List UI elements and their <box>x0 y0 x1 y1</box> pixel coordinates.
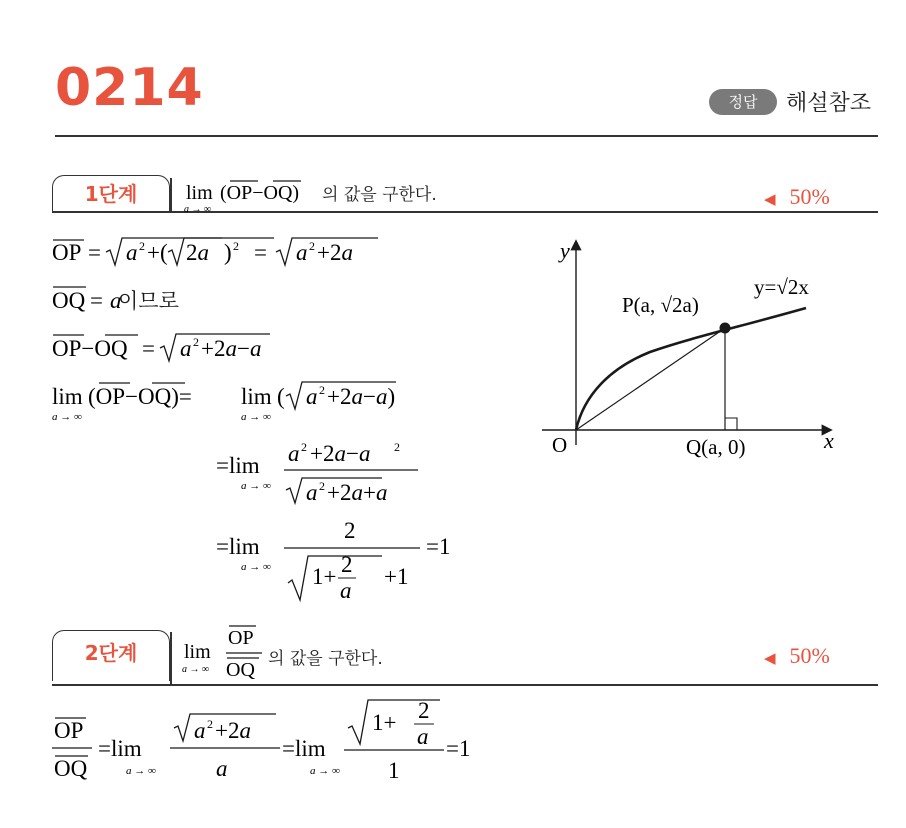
solution-line-1 <box>52 238 378 265</box>
svg-text:a → ∞: a → ∞ <box>241 561 271 573</box>
segment-op <box>576 328 725 430</box>
step2-separator <box>170 632 172 684</box>
solution-line-4 <box>52 382 396 423</box>
svg-text:OP: OP <box>228 627 254 649</box>
svg-text:+2a: +2a <box>215 718 251 743</box>
svg-text:lim: lim <box>241 384 272 409</box>
svg-text:1+: 1+ <box>372 710 397 735</box>
step1-separator <box>170 178 172 212</box>
svg-text:a: a <box>417 724 429 749</box>
svg-text:a: a <box>306 384 318 409</box>
svg-text:OP: OP <box>52 240 82 265</box>
svg-text:=: = <box>254 240 267 265</box>
lim-text: lim <box>186 182 213 204</box>
step2-tab: 2단계 <box>52 630 170 681</box>
header-divider <box>55 135 878 137</box>
y-axis-label: y <box>560 238 570 263</box>
svg-text:OP−OQ: OP−OQ <box>52 336 128 361</box>
svg-text:a: a <box>288 441 300 466</box>
step2-percent: 50% <box>789 643 830 668</box>
svg-text:1: 1 <box>388 758 400 783</box>
svg-text:2: 2 <box>341 552 353 577</box>
step1-desc: 의 값을 구한다. <box>322 185 437 205</box>
origin-label: O <box>552 433 568 457</box>
svg-text:+2a−a): +2a−a) <box>327 384 396 409</box>
step2-solution <box>48 692 508 802</box>
svg-text:=lim: =lim <box>282 736 326 761</box>
right-angle-mark <box>725 418 737 430</box>
svg-text:2: 2 <box>319 479 325 493</box>
svg-text:1+: 1+ <box>312 564 337 589</box>
svg-text:=: = <box>142 336 155 361</box>
svg-text:2: 2 <box>418 698 430 723</box>
point-p-label: P(a, √2a) <box>622 293 699 317</box>
point-q-label: Q(a, 0) <box>686 435 746 459</box>
svg-text:+(: +( <box>147 240 168 265</box>
step2-underline <box>52 684 878 686</box>
svg-text:2: 2 <box>207 717 213 731</box>
svg-text:a: a <box>296 240 308 265</box>
svg-text:2: 2 <box>309 239 315 253</box>
svg-text:lim: lim <box>184 641 211 663</box>
svg-text:2a: 2a <box>186 240 209 265</box>
svg-text:OP: OP <box>54 718 84 743</box>
svg-text:lim: lim <box>52 384 83 409</box>
svg-text:a: a <box>194 718 206 743</box>
svg-text:=lim: =lim <box>216 453 260 478</box>
svg-text:OQ: OQ <box>52 288 86 313</box>
svg-text:=lim: =lim <box>216 534 260 559</box>
svg-text:2: 2 <box>301 440 307 454</box>
step2-percent-wrap <box>764 643 830 669</box>
step1-tab: 1단계 <box>52 175 170 212</box>
svg-text:OQ: OQ <box>54 756 88 781</box>
svg-text:a: a <box>340 578 352 603</box>
svg-text:2: 2 <box>233 239 239 253</box>
solution-line-5 <box>216 440 418 505</box>
svg-text:2: 2 <box>319 383 325 397</box>
curve-label: y=√2x <box>754 275 809 299</box>
svg-text:a: a <box>306 480 318 505</box>
line6-result: =1 <box>426 534 451 559</box>
solution-line-6 <box>216 518 450 603</box>
lim-sub: a → ∞ <box>184 204 212 215</box>
step1-percent-wrap <box>764 184 830 210</box>
svg-text:2: 2 <box>394 440 400 454</box>
triangle-icon: ◀ <box>764 651 776 667</box>
svg-text:a → ∞: a → ∞ <box>310 765 340 777</box>
svg-text:+1: +1 <box>384 564 409 589</box>
point-p <box>720 323 731 334</box>
answer-badge: 정답 <box>709 89 777 115</box>
solution-line-3 <box>52 334 270 361</box>
curve <box>576 308 806 430</box>
svg-text:+2a−a: +2a−a <box>201 336 262 361</box>
svg-text:=: = <box>90 288 103 313</box>
svg-text:+2a−a: +2a−a <box>310 441 371 466</box>
svg-text:): ) <box>224 240 232 265</box>
svg-text:a: a <box>180 336 192 361</box>
step1-expr: (OP−OQ) <box>220 182 300 204</box>
problem-number: 0214 <box>55 58 204 118</box>
triangle-icon: ◀ <box>764 192 776 208</box>
answer-text: 해설참조 <box>786 91 872 116</box>
svg-text:OQ: OQ <box>226 659 255 681</box>
svg-text:a: a <box>110 288 122 313</box>
svg-text:a → ∞: a → ∞ <box>241 480 271 492</box>
x-axis-label: x <box>824 428 834 453</box>
svg-text:a → ∞: a → ∞ <box>241 411 271 423</box>
svg-text:a: a <box>216 756 228 781</box>
solution-line-2 <box>52 287 122 313</box>
svg-text:2: 2 <box>193 335 199 349</box>
svg-text:2: 2 <box>139 239 145 253</box>
svg-text:a → ∞: a → ∞ <box>126 765 156 777</box>
oq-connector-text: 이므로 <box>118 289 179 313</box>
function-graph <box>530 230 870 470</box>
svg-text:+2a+a: +2a+a <box>327 480 388 505</box>
svg-text:2: 2 <box>344 518 356 543</box>
svg-text:(OP−OQ)=: (OP−OQ)= <box>88 384 192 409</box>
svg-text:=1: =1 <box>446 736 471 761</box>
step2-desc: 의 값을 구한다. <box>268 649 383 669</box>
svg-text:a: a <box>126 240 138 265</box>
svg-text:=lim: =lim <box>98 736 142 761</box>
svg-text:+2a: +2a <box>317 240 353 265</box>
svg-text:(: ( <box>277 384 285 409</box>
svg-text:=: = <box>88 240 101 265</box>
svg-text:a → ∞: a → ∞ <box>182 664 210 675</box>
svg-text:a → ∞: a → ∞ <box>52 411 82 423</box>
step1-percent: 50% <box>789 184 830 209</box>
